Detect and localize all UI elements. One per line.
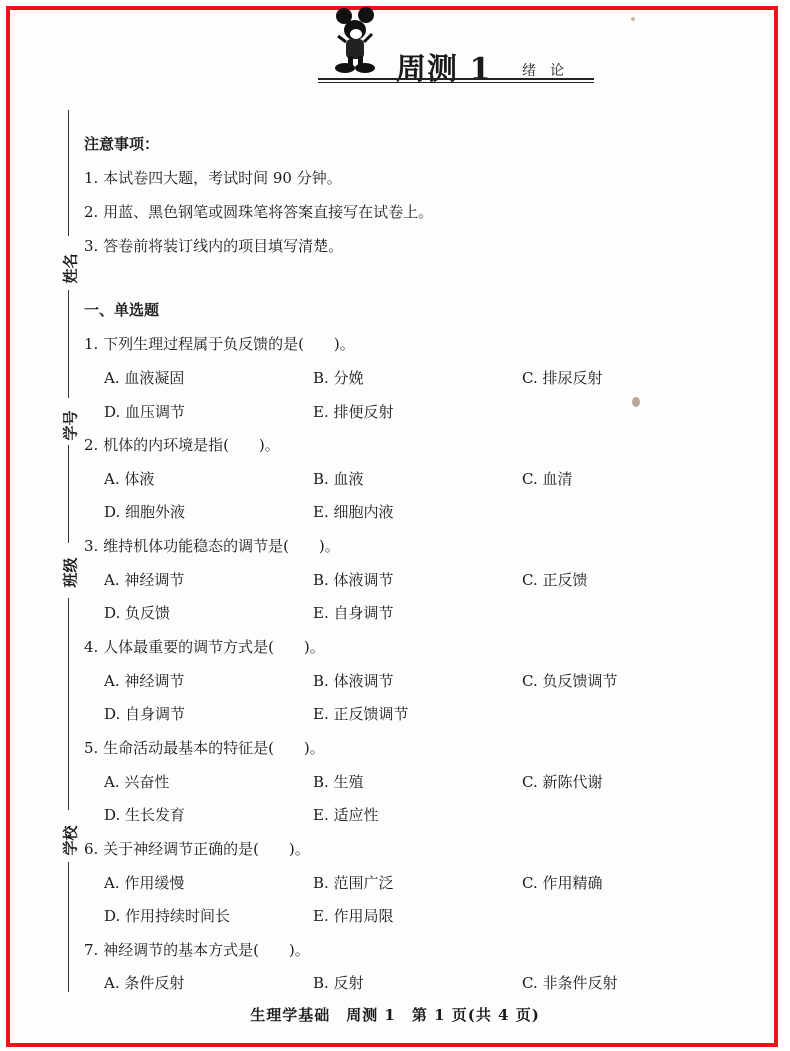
option-e: E. 适应性 [313, 806, 379, 824]
option-d: D. 血压调节 [104, 403, 186, 421]
option-a: A. 条件反射 [104, 974, 185, 992]
option-c: C. 作用精确 [522, 874, 603, 892]
option-d: D. 负反馈 [104, 604, 171, 622]
page-title: 周测 1 [396, 52, 492, 87]
question-stem: 4. 人体最重要的调节方式是( )。 [84, 638, 325, 656]
option-e: E. 排便反射 [313, 403, 394, 421]
binding-line [68, 445, 69, 543]
option-b: B. 血液 [313, 470, 364, 488]
notice-item: 3. 答卷前将装订线内的项目填写清楚。 [84, 237, 344, 255]
binding-line [68, 598, 69, 810]
option-d: D. 细胞外液 [104, 503, 186, 521]
option-d: D. 作用持续时间长 [104, 907, 231, 925]
option-e: E. 自身调节 [313, 604, 394, 622]
option-b: B. 体液调节 [313, 571, 394, 589]
option-c: C. 非条件反射 [522, 974, 618, 992]
mascot-logo [332, 6, 380, 76]
notice-item: 1. 本试卷四大题，考试时间 90 分钟。 [84, 169, 342, 187]
question-stem: 5. 生命活动最基本的特征是( )。 [84, 739, 325, 757]
question-stem: 7. 神经调节的基本方式是( )。 [84, 941, 310, 959]
section-title: 一、单选题 [84, 301, 160, 319]
option-b: B. 体液调节 [313, 672, 394, 690]
option-e: E. 作用局限 [313, 907, 394, 925]
binding-line [68, 110, 69, 236]
binding-line [68, 290, 69, 398]
scan-speck [632, 397, 640, 407]
option-b: B. 生殖 [313, 773, 364, 791]
option-a: A. 体液 [104, 470, 155, 488]
option-a: A. 作用缓慢 [104, 874, 185, 892]
option-a: A. 血液凝固 [104, 369, 185, 387]
option-e: E. 正反馈调节 [313, 705, 409, 723]
page-subtitle: 绪论 [522, 63, 578, 79]
binding-label-class: 班级 [61, 557, 80, 588]
question-stem: 2. 机体的内环境是指( )。 [84, 436, 280, 454]
header-rule-thin [318, 82, 594, 83]
option-b: B. 范围广泛 [313, 874, 394, 892]
option-c: C. 负反馈调节 [522, 672, 618, 690]
binding-label-student-id: 学号 [61, 410, 80, 441]
option-b: B. 分娩 [313, 369, 364, 387]
option-c: C. 正反馈 [522, 571, 588, 589]
page-footer: 生理学基础 周测 1 第 1 页(共 4 页) [250, 1006, 540, 1024]
binding-label-school: 学校 [61, 825, 80, 856]
binding-label-name: 姓名 [61, 253, 80, 284]
option-b: B. 反射 [313, 974, 364, 992]
option-a: A. 神经调节 [104, 672, 185, 690]
question-stem: 1. 下列生理过程属于负反馈的是( )。 [84, 335, 355, 353]
option-d: D. 自身调节 [104, 705, 186, 723]
option-e: E. 细胞内液 [313, 503, 394, 521]
option-a: A. 兴奋性 [104, 773, 170, 791]
notice-item: 2. 用蓝、黑色钢笔或圆珠笔将答案直接写在试卷上。 [84, 203, 434, 221]
option-c: C. 新陈代谢 [522, 773, 603, 791]
option-a: A. 神经调节 [104, 571, 185, 589]
header-rule [318, 78, 594, 80]
binding-line [68, 862, 69, 992]
notice-title: 注意事项： [84, 135, 160, 153]
option-c: C. 血清 [522, 470, 573, 488]
question-stem: 3. 维持机体功能稳态的调节是( )。 [84, 537, 340, 555]
option-d: D. 生长发育 [104, 806, 186, 824]
scan-speck [631, 17, 635, 21]
question-stem: 6. 关于神经调节正确的是( )。 [84, 840, 310, 858]
option-c: C. 排尿反射 [522, 369, 603, 387]
